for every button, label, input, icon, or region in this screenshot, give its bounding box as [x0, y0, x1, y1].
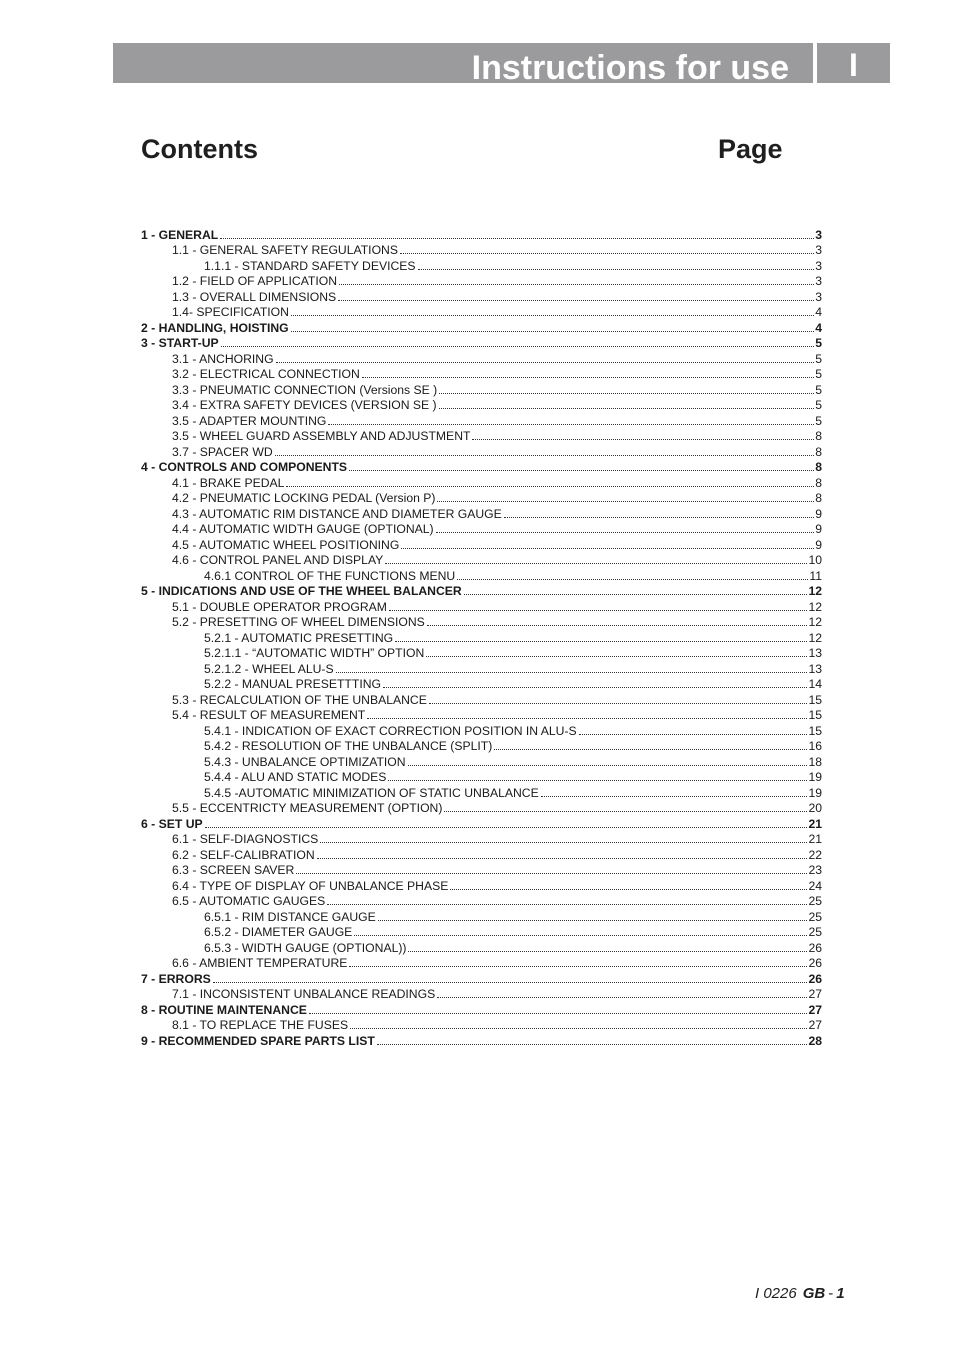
toc-entry-page: 5: [815, 413, 822, 428]
toc-entry-page: 15: [808, 723, 822, 738]
toc-dot-leader: [275, 455, 815, 456]
toc-entry-page: 9: [815, 537, 822, 552]
toc-dot-leader: [437, 997, 807, 998]
toc-dot-leader: [439, 393, 814, 394]
toc-entry[interactable]: [141, 722, 822, 738]
toc-entry[interactable]: [141, 862, 822, 878]
toc-entry-page: 3: [815, 227, 822, 242]
toc-entry[interactable]: [141, 319, 822, 335]
toc-entry-page: 3: [815, 243, 822, 257]
toc-dot-leader: [437, 501, 814, 502]
toc-entry[interactable]: [141, 707, 822, 723]
document-code: I 0226: [755, 1285, 797, 1302]
toc-entry-label: 5.3 - RECALCULATION OF THE UNBALANCE: [172, 692, 427, 707]
toc-entry-label: 6.5 - AUTOMATIC GAUGES: [172, 894, 326, 908]
toc-entry-label: 3.7 - SPACER WD: [172, 444, 273, 459]
toc-entry-page: 10: [808, 553, 822, 567]
toc-dot-leader: [296, 873, 807, 874]
toc-entry[interactable]: [141, 474, 822, 490]
toc-dot-leader: [400, 253, 814, 254]
toc-dot-leader: [350, 1028, 807, 1029]
toc-dot-leader: [205, 827, 808, 828]
toc-entry-label: 5.1 - DOUBLE OPERATOR PROGRAM: [172, 599, 387, 614]
toc-entry[interactable]: [141, 800, 822, 816]
toc-entry[interactable]: [141, 242, 822, 258]
toc-entry[interactable]: [141, 691, 822, 707]
toc-entry[interactable]: [141, 366, 822, 382]
toc-entry-label: 5.2.2 - MANUAL PRESETTTING: [204, 677, 381, 691]
toc-entry[interactable]: [141, 614, 822, 630]
toc-entry-label: 5.2.1.2 - WHEEL ALU-S: [204, 661, 334, 676]
toc-entry-label: 5.4.4 - ALU AND STATIC MODES: [204, 770, 387, 784]
toc-entry-label: 5.5 - ECCENTRICTY MEASUREMENT (OPTION): [172, 801, 443, 815]
toc-entry-label: 6.1 - SELF-DIAGNOSTICS: [172, 832, 319, 846]
toc-entry-label: 8.1 - TO REPLACE THE FUSES: [172, 1018, 349, 1032]
toc-dot-leader: [362, 377, 814, 378]
section-tab: [817, 43, 890, 83]
toc-dot-leader: [383, 687, 807, 688]
toc-entry-page: 12: [808, 615, 822, 629]
toc-entry-label: 8 - ROUTINE MAINTENANCE: [141, 1002, 307, 1017]
toc-entry-page: 15: [808, 708, 822, 722]
toc-entry-page: 8: [815, 460, 822, 474]
toc-entry-label: 1.3 - OVERALL DIMENSIONS: [172, 289, 337, 304]
toc-entry-label: 4.2 - PNEUMATIC LOCKING PEDAL (Version P): [172, 491, 436, 505]
toc-entry-page: 11: [809, 568, 822, 583]
toc-dot-leader: [367, 718, 807, 719]
toc-entry-label: 3.4 - EXTRA SAFETY DEVICES (VERSION SE ): [172, 398, 437, 412]
toc-entry-page: 5: [815, 336, 822, 350]
toc-dot-leader: [320, 842, 807, 843]
toc-entry-label: 6.3 - SCREEN SAVER: [172, 863, 295, 877]
toc-entry-label: 4.4 - AUTOMATIC WIDTH GAUGE (OPTIONAL): [172, 522, 434, 536]
toc-dot-leader: [494, 749, 807, 750]
toc-entry-page: 27: [808, 987, 822, 1001]
toc-dot-leader: [504, 517, 814, 518]
toc-entry-label: 5.2.1 - AUTOMATIC PRESETTING: [204, 630, 394, 645]
toc-dot-leader: [291, 315, 814, 316]
toc-dot-leader: [464, 594, 808, 595]
toc-entry-label: 7 - ERRORS: [141, 971, 211, 986]
toc-entry-page: 21: [808, 832, 822, 846]
toc-entry[interactable]: [141, 304, 822, 320]
toc-entry[interactable]: [141, 939, 822, 955]
toc-entry-page: 5: [815, 367, 822, 381]
header-bar: [113, 43, 813, 87]
toc-dot-leader: [389, 610, 808, 611]
toc-entry-label: 5.4.2 - RESOLUTION OF THE UNBALANCE (SPLIT): [204, 739, 493, 753]
toc-entry[interactable]: [141, 583, 822, 599]
toc-dot-leader: [354, 935, 807, 936]
toc-dot-leader: [541, 796, 808, 797]
toc-entry[interactable]: [141, 629, 822, 645]
toc-dot-leader: [401, 548, 814, 549]
toc-entry-label: 4.6.1 CONTROL OF THE FUNCTIONS MENU: [204, 568, 456, 583]
toc-entry[interactable]: [141, 552, 822, 568]
toc-entry[interactable]: [141, 412, 822, 428]
toc-entry-page: 26: [808, 971, 822, 986]
toc-dot-leader: [220, 238, 814, 239]
toc-entry-page: 22: [808, 847, 822, 862]
toc-entry[interactable]: [141, 273, 822, 289]
toc-entry-label: 6.5.3 - WIDTH GAUGE (OPTIONAL)): [204, 940, 407, 955]
toc-entry[interactable]: [141, 598, 822, 614]
toc-entry[interactable]: [141, 831, 822, 847]
toc-entry-page: 23: [808, 863, 822, 877]
toc-entry-page: 5: [815, 351, 822, 366]
toc-entry-label: 6.2 - SELF-CALIBRATION: [172, 847, 315, 862]
toc-entry[interactable]: [141, 924, 822, 940]
toc-dot-leader: [336, 672, 808, 673]
toc-entry[interactable]: [141, 738, 822, 754]
toc-entry-label: 5 - INDICATIONS AND USE OF THE WHEEL BALANCER: [141, 584, 462, 598]
toc-entry-page: 24: [808, 878, 822, 893]
toc-entry-page: 4: [815, 320, 822, 335]
toc-entry-page: 25: [808, 925, 822, 939]
toc-dot-leader: [377, 1044, 808, 1045]
toc-entry[interactable]: [141, 490, 822, 506]
toc-dot-leader: [317, 858, 808, 859]
toc-dot-leader: [291, 331, 815, 332]
toc-entry-label: 9 - RECOMMENDED SPARE PARTS LIST: [141, 1033, 375, 1048]
toc-entry-label: 6.6 - AMBIENT TEMPERATURE: [172, 956, 348, 970]
toc-entry-page: 9: [815, 506, 822, 521]
toc-entry-page: 21: [808, 816, 822, 831]
footer-language: GB: [802, 1285, 826, 1302]
toc-entry[interactable]: [141, 1017, 822, 1033]
toc-dot-leader: [450, 889, 807, 890]
toc-entry-page: 8: [815, 491, 822, 505]
toc-entry-page: 27: [808, 1018, 822, 1032]
toc-entry-label: 3 - START-UP: [141, 336, 219, 350]
toc-entry-page: 8: [815, 475, 822, 490]
toc-entry[interactable]: [141, 1001, 822, 1017]
toc-entry-page: 25: [808, 909, 822, 924]
toc-entry-label: 2 - HANDLING, HOISTING: [141, 320, 289, 335]
toc-dot-leader: [388, 780, 807, 781]
toc-dot-leader: [579, 734, 808, 735]
toc-entry-page: 15: [808, 692, 822, 707]
toc-dot-leader: [338, 300, 814, 301]
toc-entry-label: 4.3 - AUTOMATIC RIM DISTANCE AND DIAMETER GAUGE: [172, 506, 502, 521]
toc-dot-leader: [213, 982, 808, 983]
toc-entry-page: 19: [808, 785, 822, 800]
toc-dot-leader: [328, 424, 814, 425]
toc-entry-page: 19: [808, 770, 822, 784]
footer-page-number: 1: [836, 1285, 845, 1302]
toc-dot-leader: [349, 470, 814, 471]
toc-entry-label: 1.1 - GENERAL SAFETY REGULATIONS: [172, 243, 398, 257]
toc-dot-leader: [276, 362, 815, 363]
toc-dot-leader: [339, 284, 814, 285]
toc-entry[interactable]: [141, 459, 822, 475]
toc-entry-page: 26: [808, 940, 822, 955]
toc-dot-leader: [221, 346, 815, 347]
toc-entry-label: 4 - CONTROLS AND COMPONENTS: [141, 460, 348, 474]
toc-dot-leader: [309, 1013, 808, 1014]
toc-entry-page: 27: [808, 1002, 822, 1017]
toc-entry[interactable]: [141, 428, 822, 444]
toc-entry[interactable]: [141, 257, 822, 273]
toc-entry[interactable]: [141, 986, 822, 1002]
toc-dot-leader: [472, 439, 814, 440]
toc-entry[interactable]: [141, 381, 822, 397]
toc-entry-page: 18: [808, 754, 822, 769]
page-column-heading: Page: [718, 134, 783, 164]
toc-entry-page: 8: [815, 444, 822, 459]
toc-entry[interactable]: [141, 443, 822, 459]
toc-entry[interactable]: [141, 753, 822, 769]
toc-entry-page: 26: [808, 956, 822, 970]
toc-entry[interactable]: [141, 1032, 822, 1048]
toc-entry-label: 6.5.1 - RIM DISTANCE GAUGE: [204, 909, 376, 924]
toc-entry-page: 4: [815, 305, 822, 319]
toc-entry[interactable]: [141, 288, 822, 304]
toc-entry-page: 25: [808, 894, 822, 908]
toc-entry-label: 4.1 - BRAKE PEDAL: [172, 475, 285, 490]
toc-entry[interactable]: [141, 970, 822, 986]
toc-entry-label: 6 - SET UP: [141, 816, 203, 831]
toc-entry-label: 1.4- SPECIFICATION: [172, 305, 289, 319]
toc-entry[interactable]: [141, 536, 822, 552]
toc-entry[interactable]: [141, 645, 822, 661]
toc-entry-label: 3.5 - WHEEL GUARD ASSEMBLY AND ADJUSTMENT: [172, 429, 471, 443]
toc-dot-leader: [426, 656, 807, 657]
toc-dot-leader: [408, 951, 807, 952]
toc-entry-label: 3.2 - ELECTRICAL CONNECTION: [172, 367, 360, 381]
toc-entry[interactable]: [141, 505, 822, 521]
toc-entry[interactable]: [141, 908, 822, 924]
toc-dot-leader: [349, 966, 807, 967]
toc-entry-label: 5.2.1.1 - “AUTOMATIC WIDTH” OPTION: [204, 646, 425, 660]
toc-entry-page: 9: [815, 522, 822, 536]
toc-entry-page: 20: [808, 801, 822, 815]
toc-entry-page: 3: [815, 289, 822, 304]
toc-dot-leader: [427, 625, 808, 626]
toc-dot-leader: [408, 765, 808, 766]
toc-entry-label: 4.6 - CONTROL PANEL AND DISPLAY: [172, 553, 384, 567]
toc-entry-label: 5.4 - RESULT OF MEASUREMENT: [172, 708, 366, 722]
toc-entry-page: 13: [808, 661, 822, 676]
toc-entry-page: 3: [815, 274, 822, 288]
toc-dot-leader: [286, 486, 814, 487]
toc-entry[interactable]: [141, 676, 822, 692]
toc-dot-leader: [327, 904, 807, 905]
toc-entry[interactable]: [141, 521, 822, 537]
toc-entry-page: 12: [808, 584, 822, 598]
toc-entry-label: 6.4 - TYPE OF DISPLAY OF UNBALANCE PHASE: [172, 878, 449, 893]
toc-entry[interactable]: [141, 350, 822, 366]
toc-entry[interactable]: [141, 893, 822, 909]
toc-entry-page: 5: [815, 382, 822, 397]
toc-entry-label: 1.1.1 - STANDARD SAFETY DEVICES: [204, 258, 416, 273]
table-of-contents: [141, 226, 822, 1048]
toc-entry[interactable]: [141, 335, 822, 351]
toc-dot-leader: [439, 408, 815, 409]
toc-entry-label: 5.4.3 - UNBALANCE OPTIMIZATION: [204, 754, 406, 769]
toc-entry-label: 3.1 - ANCHORING: [172, 351, 274, 366]
toc-entry[interactable]: [141, 846, 822, 862]
toc-entry[interactable]: [141, 226, 822, 242]
toc-entry-page: 16: [808, 739, 822, 753]
toc-entry-page: 28: [808, 1033, 822, 1048]
toc-entry-label: 3.5 - ADAPTER MOUNTING: [172, 413, 327, 428]
toc-entry-page: 3: [815, 258, 822, 273]
footer-separator: -: [828, 1285, 834, 1302]
toc-entry-label: 6.5.2 - DIAMETER GAUGE: [204, 925, 353, 939]
toc-entry-label: 5.4.5 -AUTOMATIC MINIMIZATION OF STATIC UNBALANCE: [204, 785, 539, 800]
toc-entry[interactable]: [141, 567, 822, 583]
toc-entry[interactable]: [141, 955, 822, 971]
toc-dot-leader: [457, 579, 808, 580]
toc-entry[interactable]: [141, 815, 822, 831]
toc-entry-page: 5: [815, 398, 822, 412]
toc-entry[interactable]: [141, 769, 822, 785]
toc-entry-page: 12: [808, 630, 822, 645]
toc-entry-label: 3.3 - PNEUMATIC CONNECTION (Versions SE ): [172, 382, 438, 397]
toc-entry-label: 5.2 - PRESETTING OF WHEEL DIMENSIONS: [172, 615, 425, 629]
toc-entry-page: 8: [815, 429, 822, 443]
toc-dot-leader: [385, 563, 807, 564]
header-title: Instructions for use: [471, 49, 789, 87]
contents-heading: Contents: [141, 134, 258, 164]
toc-entry-page: 13: [808, 646, 822, 660]
toc-entry-page: 12: [808, 599, 822, 614]
toc-entry[interactable]: [141, 397, 822, 413]
toc-dot-leader: [378, 920, 808, 921]
toc-entry[interactable]: [141, 877, 822, 893]
toc-dot-leader: [429, 703, 808, 704]
toc-dot-leader: [418, 269, 815, 270]
toc-entry-label: 7.1 - INCONSISTENT UNBALANCE READINGS: [172, 987, 436, 1001]
toc-entry-label: 4.5 - AUTOMATIC WHEEL POSITIONING: [172, 537, 400, 552]
toc-dot-leader: [436, 532, 815, 533]
toc-entry-label: 1.2 - FIELD OF APPLICATION: [172, 274, 338, 288]
toc-entry-label: 5.4.1 - INDICATION OF EXACT CORRECTION POSITION IN ALU-S: [204, 723, 577, 738]
toc-dot-leader: [444, 811, 807, 812]
section-tab-letter: I: [849, 47, 858, 83]
page-footer: [755, 1285, 845, 1302]
toc-entry-label: 1 - GENERAL: [141, 227, 219, 242]
toc-entry-page: 14: [808, 677, 822, 691]
toc-entry[interactable]: [141, 660, 822, 676]
toc-dot-leader: [395, 641, 807, 642]
toc-entry[interactable]: [141, 784, 822, 800]
